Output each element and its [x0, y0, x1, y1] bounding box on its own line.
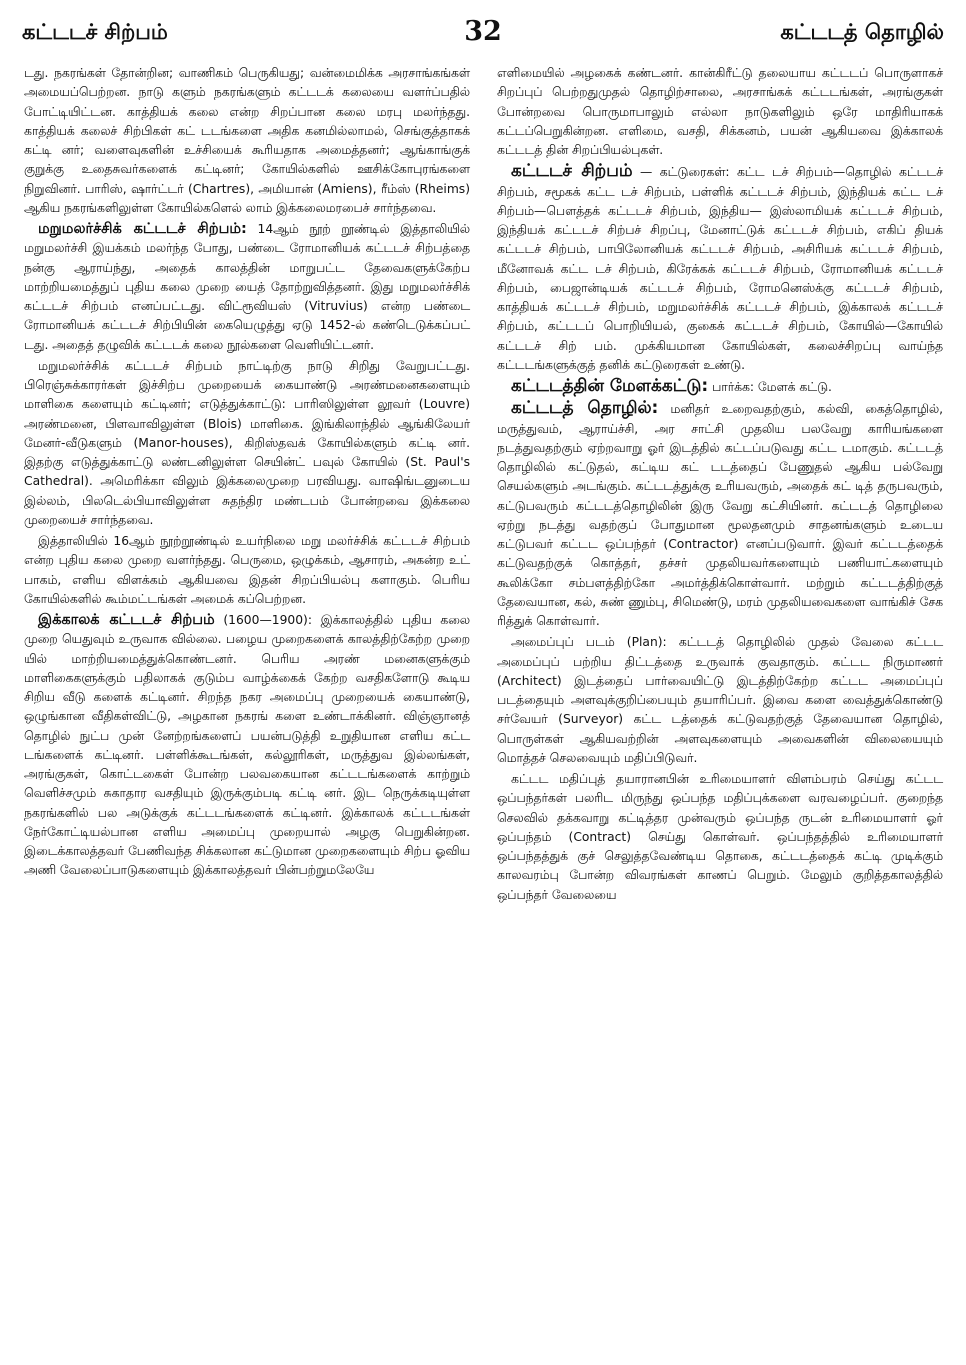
- running-head-left: கட்டடச் சிற்பம்: [22, 20, 168, 44]
- left-column: [24, 64, 470, 881]
- running-head-right: கட்டடத் தொழில்: [780, 20, 944, 44]
- right-column: [497, 64, 943, 905]
- paragraph-plan: அமைப்புப் படம் (Plan): கட்டடத் தொழிலில் முதல் வேலை கட்டட அமைப்புப் பற்றிய திட்டத்தை உருவாக் குவதாகும். கட்டட நிருமாணர் (Architect) இடத்தைப் பார்வையிட்டு இடத்திற்கேற்ற கட்டட அமைப்புப் படத்தையும் அளவுக்குறிப்பையும் தயாரிப்பர். இவை களை வைத்துக்கொண்டு சர்வேயர் (Surveyor) கட்ட டத்தைக் கட்டுவதற்குத் தேவையான தொழில், பொருள்கள் ஆகியவற்றின் அளவுகளையும் அவைகளின் விலையையும் மொத்தச் செலவையும் மதிப்பிடுவர்.: [497, 635, 943, 765]
- paragraph-high-renaissance: இத்தாலியில் 16ஆம் நூற்றூண்டில் உயர்நிலை மறு மலர்ச்சிக் கட்டடச் சிற்பம் என்ற புதிய கலை முறை வளர்ந்தது. பெருமை, ஒழுக்கம், ஆசாரம், அகன்ற உட் பாகம், எளிய விளக்கம் ஆகியவை இதன் சிறப்பியல்பு களாகும். பெரிய கோயில்களில் கூம்மட்டங்கள் அமைக் கப்பெற்றன.: [24, 534, 470, 606]
- section-heading-modern: இக்காலக் கட்டடச் சிற்பம்: [38, 612, 215, 628]
- entry-text-roof: பார்க்க: மேளக் கட்டு.: [708, 380, 832, 394]
- entry-subheading-articles: — கட்டுரைகள்:: [632, 165, 737, 180]
- entry-heading-architecture: கட்டடச் சிற்பம்: [511, 161, 633, 182]
- entry-heading-construction: கட்டடத் தொழில்:: [511, 398, 659, 419]
- entry-roof: [497, 377, 943, 397]
- page-number: 32: [464, 16, 502, 47]
- section-text-renaissance: 14ஆம் நூற் றூண்டில் இத்தாலியில் மறுமலர்ச்சி இயக்கம் மலர்ந்த போது, பண்டை ரோமானியக் கட்டடச் சிற்பத்தை நன்கு ஆராய்ந்து, அதைக் காலத்தின் மாறுபட்ட தேவைகளுக்கேற்ப மாற்றியமைத்துப் புதிய கலை முறை யைத் தோற்றுவித்தனர். இது மறுமலர்ச்சிக் கட்டடச் சிற்பம் எனப்பட்டது. விட்ரூவியஸ் (Vitruvius) என்ற பண்டை ரோமானியக் கட்டடச் சிற்பியின் கையெழுத்து ஏடு 1452-ல் கண்டெடுக்கப்பட் டது. அதைத் தழுவிக் கட்டடக் கலை நூல்களை வெளியிட்டனர்.: [24, 222, 470, 352]
- section-modern: [24, 611, 470, 881]
- entry-text-articles: கட்ட டச் சிற்பம்—தொழில் கட்டடச் சிற்பம், சமூகக் கட்ட டச் சிற்பம், பள்ளிக் கட்டடச் சிற்பம், இந்தியக் கட்ட டச் சிற்பம்—பௌத்தக் கட்டடச் சிற்பம், இந்திய— இஸ்லாமியக் கட்டடச் சிற்பம், இந்தியக் கட்டடச் சிற்பச் சிறப்பு, மேனாட்டுக் கட்டடச் சிற்பம், எகிப் தியக் கட்டடச் சிற்பம், பாபிலோனியக் கட்டடச் சிற்பம், அசிரியக் கட்டடச் சிற்பம், மீனோவக் கட்ட டச் சிற்பம், கிரேக்கக் கட்டடச் சிற்பம், ரோமானியக் கட்டடச் சிற்பம், பைஜான்டியக் கட்டடச் சிற்பம், ரோமனெஸ்க்கு கட்டடச் சிற்பம், காத்தியக் கட்டடச் சிற்பம், மறுமலர்ச்சிக் கட்டடச் சிற்பம், இக்காலக் கட்டடச் சிற்பம், கட்டடப் பொறியியல், குகைக் கட்டடச் சிற்பம், கோயில்—கோயில் கட்டடச் சிற் பம். முக்கியமான கோயில்கள், கலைச்சிறப்பு வாய்ந்த கட்டடங்களுக்குத் தனிக் கட்டுரைகள் உண்டு.: [497, 165, 944, 372]
- paragraph-renaissance-countries: மறுமலர்ச்சிக் கட்டடச் சிற்பம் நாட்டிற்கு நாடு சிறிது வேறுபட்டது. பிரெஞ்சுக்காரர்கள் இச்சிற்ப முறையைக் கையாண்டு அரண்மனைகளையும் மாளிகை களையும் கட்டினர்; எடுத்துக்காட்டு: பாரிஸிலுள்ள லூவர் (Louvre) அரண்மனை, பிளவாவிலுள்ள (Blois) மாளிகை. இங்கிலாந்தில் ஆங்கிலேயர் மேனர்-வீடுகளும் (Manor-houses), கிறிஸ்தவக் கோயில்களும் கட்டி னர். இதற்கு எடுத்துக்காட்டு லண்டனிலுள்ள செயின்ட் பவுல் கோயில் (St. Paul's Cathedral). அமெரிக்கா விலும் இக்கலைமுறை பரவியது. வாஷிங்டனுடைய இல்லம், பிலடெல்பியாவிலுள்ள சுதந்திர மண்டபம் போன்றவை இக்கலை முறையைச் சார்ந்தவை.: [24, 358, 470, 527]
- paragraph-gothic: டது. நகரங்கள் தோன்றின; வாணிகம் பெருகியது; வன்மைமிக்க அரசாங்கங்கள் அமையப்பெற்றன. நாடு களும் நகரங்களும் கட்டடக் கலையை வளர்ப்பதில் போட்டியிட்டன. காத்தியக் கலை என்ற சிறப்பான கலை மரபு மலர்ந்தது. காத்தியக் கலைச் சிற்பிகள் கட் டடங்களை அதிக கனமில்லாமல், செங்குத்தாகக் கட்டி னர்; வளைவுகளின் உச்சியைக் கூரியதாக அமைத்தனர்; ஆங்காங்குக் குறுக்கு உதைசுவர்களைக் கட்டினர்; கோயில்களில் ஊசிக்கோபுரங்களை நிறுவினர். பாரிஸ், ஷார்ட்டர் (Chartres), அமியான் (Amiens), ரீம்ஸ் (Rheims) ஆகிய நகரங்களிலுள்ள கோயில்களெல் லாம் இக்கலைமரபைச் சார்ந்தவை.: [24, 66, 470, 215]
- section-text-modern: இக்காலத்தில் புதிய கலை முறை யெதுவும் உருவாக வில்லை. பழைய முறைகளைக் காலத்திற்கேற்ற முறை யில் மாற்றியமைத்துக்கொண்டனர். பெரிய அரண் மனைகளுக்கும் மாளிகைகளுக்கும் பதிலாகக் குடும்ப வாழ்க்கைக் கேற்ற வசதிகளோடு கூடிய சிறிய வீடு களைக் கட்டினர். சிறந்த நகர அமைப்பு முறையைக் கையாண்டு, ஒழுங்கான வீதிகள்விட்டு, அழகான நகரங் களை உண்டாக்கினர். விஞ்ஞானத் தொழில் நுட்ப முன் னேற்றங்களைப் பயன்படுத்தி உறுதியான எளிய கட்ட டங்களைக் கட்டினர். பள்ளிக்கூடங்கள், கல்லூரிகள், மருத்துவ இல்லங்கள், அரங்குகள், கொட்டகைள் போன்ற பலவகையான கட்டடங்களைக் காற்றும் வெளிச்சமும் சுகாதார வசதியும் இருக்கும்படி கட்டி னர். இட நெருக்கடியுள்ள நகரங்களில் பல அடுக்குக் கட்டடங்களைக் கட்டினர். இக்காலக் கட்டடங்கள் நேர்கோட்டியல்பான எளிய அமைப்பு முறையால் அழகு பெறுகின்றன. இடைக்காலத்தவர் பேணிவந்த சிக்கலான கட்டுமான முறைகளையும் சிற்ப ஓவிய அணி வேலைப்பாடுகளையும் இக்காலத்தவர் பின்பற்றுமலேயே: [24, 613, 470, 878]
- entry-construction: [497, 399, 943, 631]
- page-header: [22, 16, 944, 60]
- entry-articles: [497, 162, 943, 375]
- entry-text-construction: மனிதர் உறைவதற்கும், கல்வி, கைத்தொழில், மருத்துவம், ஆராய்ச்சி, அர சாட்சி முதலிய பலவேறு காரியங்களை நடத்துவதற்கும் ஏற்றவாறு ஓர் இடத்தில் கட்டப்படுவது கட்ட டமாகும். கட்டடத் தொழிலில் கட்டுதல், கட்டிய கட் டடத்தைப் பேணுதல் ஆகிய பல்வேறு செயல்களும் அடங்கும். கட்டடத்துக்கு உரியவரும், அதைக் கட் டித் தருபவரும், கட்டுபவரும் கட்டடத்தொழிலின் இரு வேறு கட்சியினர். கட்டடத் தொழிலை ஏற்று நடத்து வதற்குப் போதுமான மூலதனமும் சாதனங்களும் உடைய கட்டுபவர் கட்டட ஒப்பந்தர் (Contractor) எனப்படுவார். இவர் கட்டடத்தைக் கட்டுவதற்குக் கொத்தர், தச்சர் முதலியவர்களையும் பணியாட்களையும் கூலிக்கோ சம்பளத்திற்கோ அமர்த்திக்கொள்வார். மற்றும் கட்டடத்திற்குத் தேவையான, கல், சுண் ணும்பு, சிமெண்டு, மரம் முதலியவைகளை வாங்கிச் சேக ரித்துக் கொள்வார்.: [497, 402, 943, 628]
- paragraph-simplicity: எளிமையில் அழகைக் கண்டனர். கான்கிரீட்டு தலையாய கட்டடப் பொருளாகச் சிறப்புப் பெற்றதுமுதல் தொழிற்சாலை, அரசாங்கக் கட்டடங்கள், அரங்குகள் போன்றவை பொருமாபாலும் எல்லா நாடுகளிலும் ஒரே மாதிரியாகக் கட்டப்பெறுகின்றன. எளிமை, வசதி, சிக்கனம், பயன் ஆகியவை இக்காலக் கட்டடத் தின் சிறப்பியல்புகள்.: [497, 66, 943, 157]
- section-years-modern: (1600—1900):: [214, 613, 312, 627]
- section-heading-renaissance: மறுமலர்ச்சிக் கட்டடச் சிற்பம்:: [38, 221, 247, 237]
- paragraph-contract: கட்டட மதிப்புத் தயாரானபின் உரிமையாளர் விளம்பரம் செய்து கட்டட ஒப்பந்தர்கள் பலரிட மிருந்து ஒப்பந்த மதிப்புக்களை வரவழைப்பர். குறைந்த செலவில் தக்கவாறு கட்டித்தர முன்வரும் ஒப்பந்த ருடன் உரிமையாளர் ஓர் ஒப்பந்தம் (Contract) செய்து கொள்வர். ஒப்பந்தத்தில் உரிமையாளர் ஒப்பந்தத்துக் குச் செலுத்தவேண்டிய தொகை, கட்டடத்தைக் கட்டி முடிக்கும் காலவரம்பு போன்ற விவரங்கள் காணப் பெறும். மேலும் குறித்தகாலத்தில் ஒப்பந்தர் வேலையை: [497, 772, 943, 902]
- entry-heading-roof: கட்டடத்தின் மேளக்கட்டு:: [511, 376, 709, 396]
- section-renaissance: [24, 220, 470, 355]
